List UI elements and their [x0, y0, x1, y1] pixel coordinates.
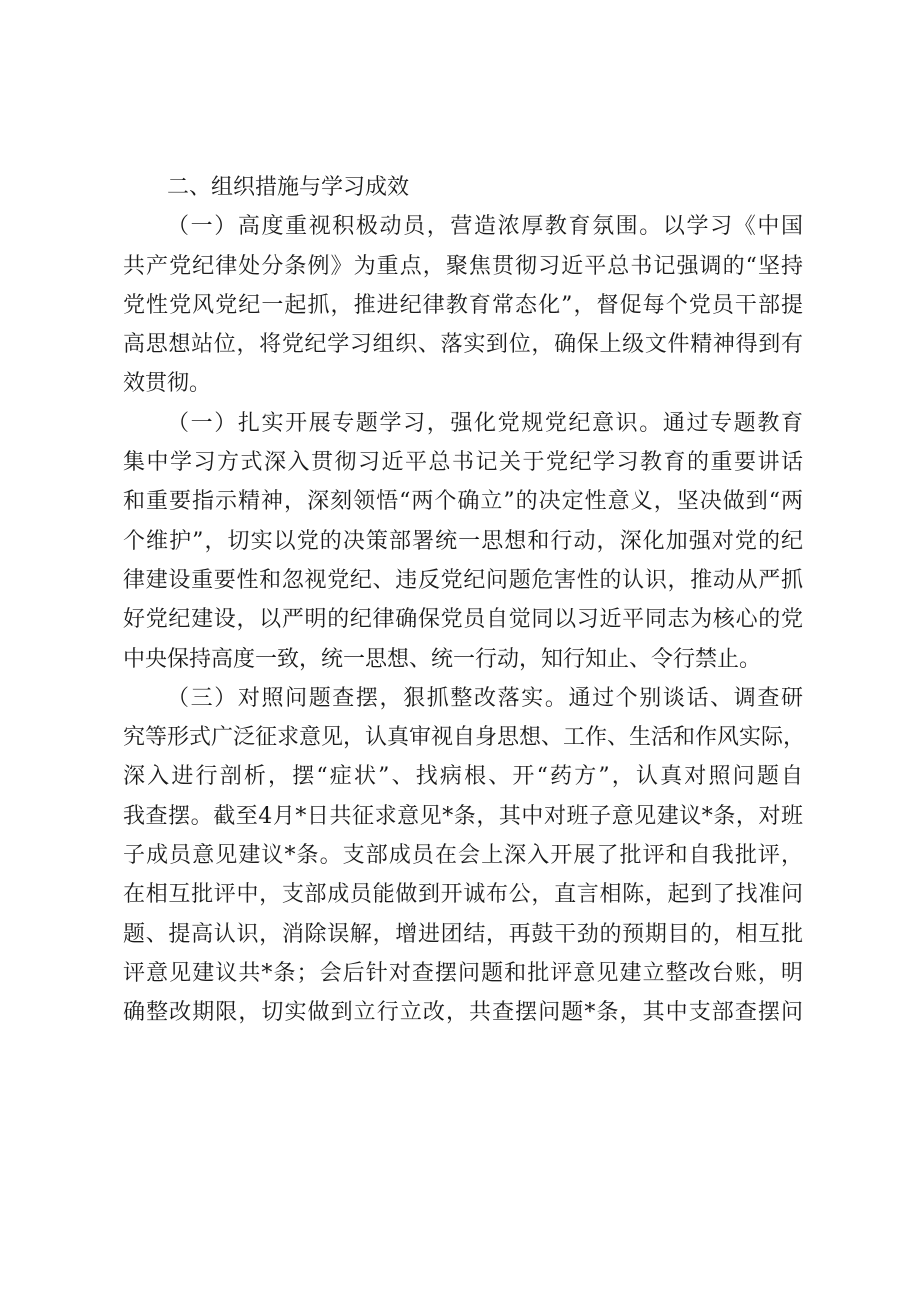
- paragraph-line: 确整改期限，切实做到立行立改，共查摆问题*条，其中支部查摆问: [123, 1000, 803, 1026]
- paragraph-line: 个维护”，切实以党的决策部署统一思想和行动，深化加强对党的纪: [123, 528, 803, 554]
- paragraph-line: 律建设重要性和忽视党纪、违反党纪问题危害性的认识，推动从严抓: [123, 567, 803, 593]
- paragraph-line: 究等形式广泛征求意见，认真审视自身思想、工作、生活和作风实际，: [123, 725, 806, 751]
- paragraph-line: 共产党纪律处分条例》为重点，聚焦贯彻习近平总书记强调的“坚持: [123, 253, 803, 279]
- paragraph-line: 和重要指示精神，深刻领悟“两个确立”的决定性意义，坚决做到“两: [123, 489, 803, 515]
- section-heading: 二、组织措施与学习成效: [167, 175, 410, 200]
- paragraph-line: （一）高度重视积极动员，营造浓厚教育氛围。以学习《中国: [167, 214, 803, 240]
- paragraph-line: 在相互批评中，支部成员能做到开诚布公，直言相陈，起到了找准问: [123, 882, 803, 908]
- paragraph-line: 子成员意见建议*条。支部成员在会上深入开展了批评和自我批评，: [123, 843, 803, 869]
- paragraph-line: 评意见建议共*条；会后针对查摆问题和批评意见建立整改台账，明: [123, 960, 803, 986]
- paragraph-line: 题、提高认识，消除误解，增进团结，再鼓干劲的预期目的，相互批: [123, 921, 803, 947]
- paragraph-1: [123, 207, 803, 403]
- paragraph-line: 好党纪建设，以严明的纪律确保党员自觉同以习近平同志为核心的党: [123, 607, 803, 633]
- paragraph-line: 中央保持高度一致，统一思想、统一行动，知行知止、令行禁止。: [123, 646, 762, 672]
- paragraph-line: 深入进行剖析，摆“症状”、找病根、开“药方”，认真对照问题自: [123, 764, 803, 790]
- paragraph-line: （三）对照问题查摆，狠抓整改落实。通过个别谈话、调查研: [167, 685, 803, 711]
- paragraph-line: 党性党风党纪一起抓，推进纪律教育常态化”，督促每个党员干部提: [123, 292, 803, 318]
- paragraph-line: 我查摆。截至4月*日共征求意见*条，其中对班子意见建议*条，对班: [123, 803, 803, 829]
- paragraph-line: 效贯彻。: [123, 371, 212, 397]
- document-body: [123, 168, 806, 1033]
- paragraph-line: 高思想站位，将党纪学习组织、落实到位，确保上级文件精神得到有: [123, 332, 803, 358]
- paragraph-3: [123, 679, 806, 1033]
- paragraph-line: （一）扎实开展专题学习，强化党规党纪意识。通过专题教育: [167, 410, 803, 436]
- paragraph-line: 集中学习方式深入贯彻习近平总书记关于党纪学习教育的重要讲话: [123, 450, 803, 476]
- paragraph-2: [123, 404, 803, 679]
